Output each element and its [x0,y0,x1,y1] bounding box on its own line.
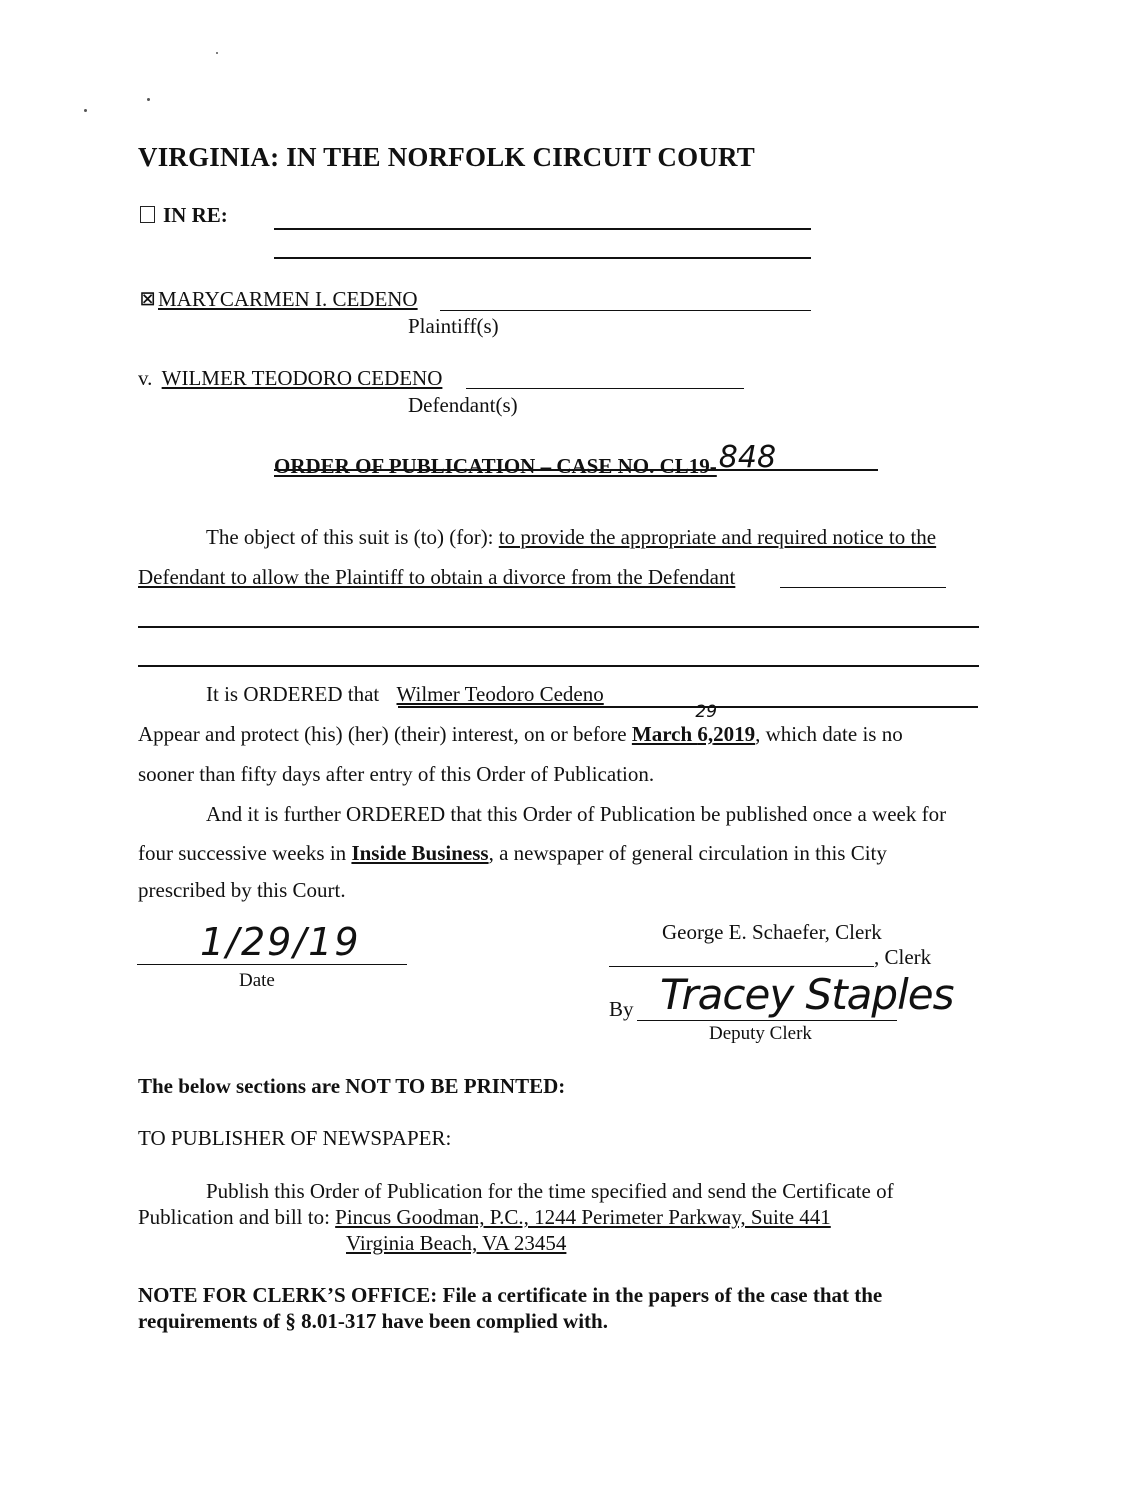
ordered-name: Wilmer Teodoro Cedeno [396,682,604,706]
deputy-clerk-label: Deputy Clerk [709,1023,812,1044]
plaintiff-role: Plaintiff(s) [408,314,499,338]
appear-date [631,702,756,746]
further-text-1: And it is further ORDERED that this Order of Publication be published once a week for [206,802,947,826]
to-publisher: TO PUBLISHER OF NEWSPAPER: [138,1126,452,1150]
not-printed-heading: The below sections are NOT TO BE PRINTED: [138,1074,566,1098]
further-row-2 [138,841,887,866]
scan-speck [84,109,87,112]
newspaper-name: Inside Business [351,841,489,865]
object-text-2: Defendant to allow the Plaintiff to obtain a divorce from the Defendant [138,565,736,589]
clerk-stamp: George E. Schaefer, Clerk [662,920,882,944]
by-label: By [609,997,634,1021]
publish-address-2: Virginia Beach, VA 23454 [346,1231,567,1255]
publish-text-2: Publication and bill to: [138,1205,336,1229]
ordered-row [206,682,604,707]
order-title-row [274,440,777,481]
order-title-line [274,469,878,471]
in-re-label: IN RE: [163,203,228,227]
defendant-role: Defendant(s) [408,393,518,417]
defendant-line [466,388,744,389]
date-line [137,964,407,965]
appear-date-day-wrap [695,702,718,746]
defendant-name: WILMER TEODORO CEDENO [161,366,443,390]
object-line-1 [206,525,936,550]
date-handwritten: 1/29/19 [200,920,361,964]
defendant-prefix: v. [138,366,153,390]
signature-line [637,1020,897,1021]
order-title: ORDER OF PUBLICATION – CASE NO. CL19- [274,454,717,478]
defendant-row [138,366,442,391]
plaintiff-name: MARYCARMEN I. CEDENO [158,287,418,311]
in-re-line-1 [274,228,811,230]
further-text-2b: , a newspaper of general circulation in this City [488,841,887,865]
appear-date-day: 6, [697,722,714,746]
publish-text-1: Publish this Order of Publication for the time specified and send the Certificate of [206,1179,894,1203]
appear-row [138,702,903,747]
appear-text-2: sooner than fifty days after entry of this Order of Publication. [138,762,655,786]
case-number-handwritten: 848 [718,440,777,475]
object-text-1: to provide the appropriate and required notice to the [498,525,937,549]
plaintiff-row [140,287,418,312]
plaintiff-line [440,310,811,311]
ordered-line [398,706,978,708]
note-line-2: requirements of § 8.01-317 have been complied with. [138,1309,608,1333]
in-re-line-2 [274,257,811,259]
object-blank-line-1 [138,626,979,628]
further-text-2a: four successive weeks in [138,841,352,865]
appear-date-correction: 29 [695,702,718,722]
in-re-row [140,203,228,228]
object-intro: The object of this suit is (to) (for): [206,525,499,549]
appear-date-month: March [631,722,698,746]
appear-date-year: 2019 [713,722,756,746]
object-blank-line-2 [138,665,979,667]
scan-speck [147,98,150,101]
appear-text-end: , which date is no [755,722,903,746]
clerk-line [609,966,874,967]
note-line-1: NOTE FOR CLERK’S OFFICE: File a certificate in the papers of the case that the [138,1283,883,1307]
publish-address-1: Pincus Goodman, P.C., 1244 Perimeter Parkway, Suite 441 [335,1205,831,1229]
appear-text: Appear and protect (his) (her) (their) interest, on or before [138,722,632,746]
date-label: Date [239,970,275,991]
court-header: VIRGINIA: IN THE NORFOLK CIRCUIT COURT [138,142,755,172]
further-text-3: prescribed by this Court. [138,878,346,902]
object-line-2-tail [780,587,946,588]
plaintiff-checkbox: ☒ [140,290,156,309]
ordered-intro: It is ORDERED that [206,682,385,706]
in-re-checkbox [140,206,155,223]
scan-speck [216,52,218,54]
clerk-suffix: , Clerk [874,945,932,969]
signature-handwritten: Tracey Staples [660,970,954,1019]
publish-row-2 [138,1205,831,1230]
